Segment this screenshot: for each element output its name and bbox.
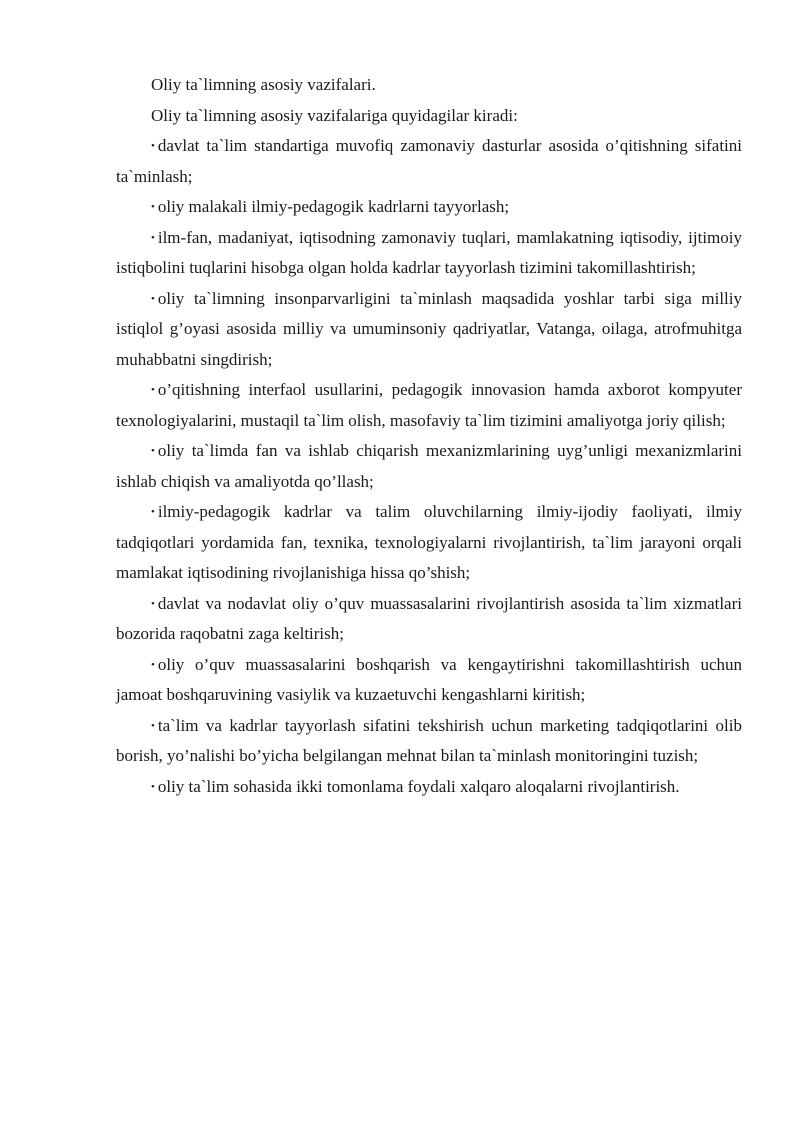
bullet-icon: • [151,384,155,396]
list-item-text: ilm-fan, madaniyat, iqtisodning zamonaviy tuqlari, mamlakatning iqtisodiy, ijtimoiy istiqbolini tuqlarini hisobga olgan holda kadrlar tayyorlash tizimini takomillashtirish; [116,227,742,277]
list-item-text: o’qitishning interfaol usullarini, pedagogik innovasion hamda axborot kompyuter texnologiyalarini, mustaqil ta`lim olish, masofaviy ta`lim tizimini amaliyotga joriy qilish; [116,380,742,430]
list-item [116,497,742,589]
list-item-text: oliy o’quv muassasalarini boshqarish va kengaytirishni takomillashtirish uchun jamoat boshqaruvining vasiylik va kuzaetuvchi kengashlarni kiritish; [116,654,742,704]
bullet-icon: • [151,719,155,732]
bullet-icon: • [151,658,155,671]
list-item-text: oliy ta`lim sohasida ikki tomonlama foydali xalqaro aloqalarni rivojlantirish. [157,776,680,796]
bullet-icon: • [151,780,155,793]
list-item [116,192,742,223]
list-item-text: ilmiy-pedagogik kadrlar va talim oluvchilarning ilmiy-ijodiy faoliyati, ilmiy tadqiqotlari yordamida fan, texnika, texnologiyalarni rivojlantirish, ta`lim jarayoni orqali mamlakat iqtisodining rivojlanishiga hissa qo’shish; [116,502,742,582]
list-item [116,131,742,192]
document-page [116,70,742,802]
list-item-text: oliy ta`limda fan va ishlab chiqarish mexanizmlarining uyg’unligi mexanizmlarini ishlab chiqish va amaliyotda qo’llash; [116,441,742,491]
bullet-icon: • [151,597,155,610]
bullet-icon: • [151,231,155,244]
list-item [116,375,742,436]
bullet-icon: • [151,506,155,518]
bullet-icon: • [151,140,155,152]
list-item [116,436,742,497]
list-item-text: davlat ta`lim standartiga muvofiq zamonaviy dasturlar asosida o’qitishning sifatini ta`minlash; [116,136,742,186]
task-list [116,131,742,802]
list-item [116,284,742,376]
list-item-text: oliy malakali ilmiy-pedagogik kadrlarni tayyorlash; [157,197,510,216]
bullet-icon: • [151,445,155,457]
list-item [116,650,742,711]
list-item [116,223,742,284]
list-item [116,772,742,803]
list-item [116,711,742,772]
intro-paragraph: Oliy ta`limning asosiy vazifalariga quyidagilar kiradi: [151,105,518,125]
list-item-text: ta`lim va kadrlar tayyorlash sifatini tekshirish uchun marketing tadqiqotlarini olib borish, yo’nalishi bo’yicha belgilangan mehnat bilan ta`minlash monitoringini tuzish; [116,715,742,765]
list-item-text: davlat va nodavlat oliy o’quv muassasalarini rivojlantirish asosida ta`lim xizmatlari bozorida raqobatni zaga keltirish; [116,593,742,643]
section-heading: Oliy ta`limning asosiy vazifalari. [151,75,376,94]
bullet-icon: • [151,201,155,213]
bullet-icon: • [151,292,155,305]
list-item-text: oliy ta`limning insonparvarligini ta`minlash maqsadida yoshlar tarbi siga milliy istiqlol g’oyasi asosida milliy va umuminsoniy qadriyatlar, Vatanga, oilaga, atrofmuhitga muhabbatni singdirish; [116,288,742,369]
list-item [116,589,742,650]
